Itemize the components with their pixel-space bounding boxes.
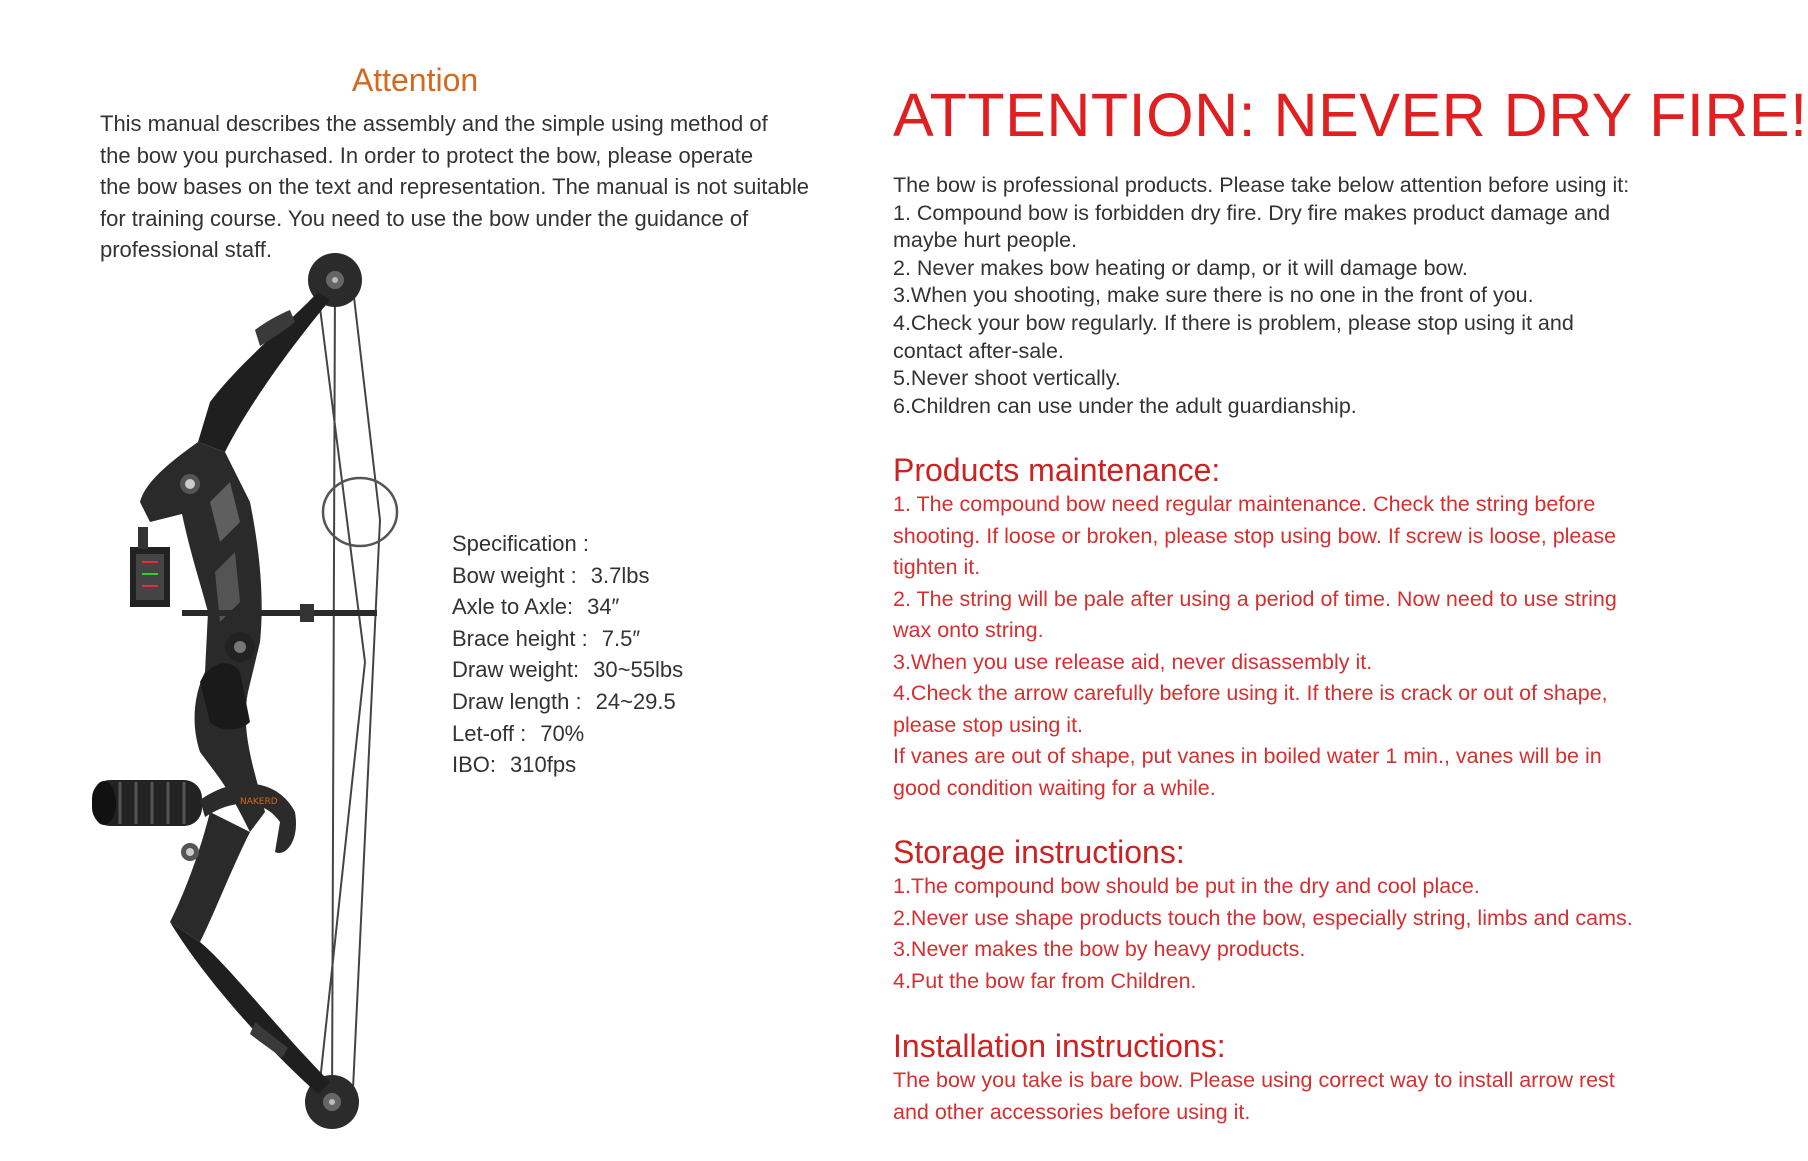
spec-label: Let-off : (452, 720, 527, 746)
attention-line: 4.Check your bow regularly. If there is problem, please stop using it and (893, 310, 1574, 335)
attention-line: 3.When you shooting, make sure there is no one in the front of you. (893, 283, 1534, 308)
spec-label: Draw length : (452, 688, 582, 714)
spec-value: 7.5″ (601, 625, 641, 651)
maintenance-line: If vanes are out of shape, put vanes in boiled water 1 min., vanes will be in (893, 744, 1602, 768)
maintenance-line: 1. The compound bow need regular maintenance. Check the string before (893, 492, 1596, 516)
spec-label: Brace height : (452, 625, 588, 651)
attention-line: 6.Children can use under the adult guardianship. (893, 393, 1357, 418)
intro-line: professional staff. (100, 237, 273, 262)
arrow-rest-bar (182, 610, 377, 616)
storage-line: 4.Put the bow far from Children. (893, 968, 1197, 993)
intro-line: This manual describes the assembly and the simple using method of (100, 111, 768, 136)
spec-row (452, 718, 683, 750)
attention-heading: Attention (351, 62, 479, 98)
spec-row (452, 686, 683, 718)
spec-row (452, 749, 683, 781)
lower-limb (170, 922, 330, 1094)
spec-label: Bow weight : (452, 562, 577, 588)
spec-title: Specification : (452, 531, 589, 556)
compound-bow-illustration (90, 252, 420, 1137)
dry-fire-attention-list (893, 172, 1663, 420)
maintenance-line: please stop using it. (893, 712, 1084, 737)
maintenance-line: good condition waiting for a while. (893, 775, 1216, 800)
maintenance-line: 2. The string will be pale after using a period of time. Now need to use string (893, 586, 1617, 611)
storage-line: 3.Never makes the bow by heavy products. (893, 937, 1306, 961)
storage-line: 2.Never use shape products touch the bow, especially string, limbs and cams. (893, 905, 1633, 930)
spec-row (452, 560, 683, 592)
arrow-rest (225, 632, 255, 662)
spec-value: 310fps (510, 752, 577, 778)
maintenance-line: 3.When you use release aid, never disassembly it. (893, 649, 1373, 674)
storage-line: 1.The compound bow should be put in the dry and cool place. (893, 874, 1480, 898)
spec-row (452, 623, 683, 655)
attention-line: 1. Compound bow is forbidden dry fire. Dry fire makes product damage and (893, 200, 1611, 225)
maintenance-heading: Products maintenance: (893, 452, 1221, 488)
bow-strings (318, 280, 380, 1110)
never-dry-fire-title: ATTENTION: NEVER DRY FIRE! (893, 81, 1808, 149)
attention-line: 2. Never makes bow heating or damp, or it will damage bow. (893, 255, 1468, 280)
intro-line: for training course. You need to use the bow under the guidance of (100, 205, 749, 231)
intro-line: the bow you purchased. In order to protect the bow, please operate (100, 142, 754, 168)
spec-value: 70% (540, 720, 585, 746)
installation-list (893, 1065, 1663, 1128)
attention-line: contact after-sale. (893, 338, 1064, 363)
installation-heading: Installation instructions: (893, 1028, 1226, 1064)
installation-line: The bow you take is bare bow. Please using correct way to install arrow rest (893, 1068, 1615, 1092)
wrist-strap-brand: NAKERD (240, 797, 278, 807)
bow-sight (130, 527, 170, 607)
storage-list (893, 871, 1663, 997)
maintenance-line: shooting. If loose or broken, please stop using bow. If screw is loose, please (893, 523, 1617, 548)
maintenance-line: wax onto string. (893, 618, 1044, 642)
attention-line: maybe hurt people. (893, 228, 1078, 253)
specification-block (452, 528, 683, 781)
intro-line: the bow bases on the text and representation. The manual is not suitable (100, 174, 809, 199)
attention-line: The bow is professional products. Please take below attention before using it: (893, 173, 1630, 197)
spec-row (452, 591, 683, 623)
spec-value: 24~29.5 (595, 688, 676, 714)
maintenance-list (893, 489, 1663, 804)
spec-value: 34″ (587, 594, 620, 620)
spec-value: 30~55lbs (593, 657, 684, 683)
maintenance-line: tighten it. (893, 555, 981, 579)
stabilizer (92, 780, 202, 826)
spec-label: Draw weight: (452, 657, 580, 683)
maintenance-line: 4.Check the arrow carefully before using it. If there is crack or out of shape, (893, 681, 1608, 705)
spec-row (452, 654, 683, 686)
intro-paragraph (100, 108, 830, 266)
attention-line: 5.Never shoot vertically. (893, 366, 1121, 391)
spec-label: Axle to Axle: (452, 594, 574, 620)
storage-heading: Storage instructions: (893, 834, 1185, 870)
lower-riser (170, 812, 250, 942)
upper-limb (198, 292, 330, 452)
spec-label: IBO: (452, 752, 497, 778)
installation-line: and other accessories before using it. (893, 1099, 1251, 1124)
spec-value: 3.7lbs (590, 562, 650, 588)
